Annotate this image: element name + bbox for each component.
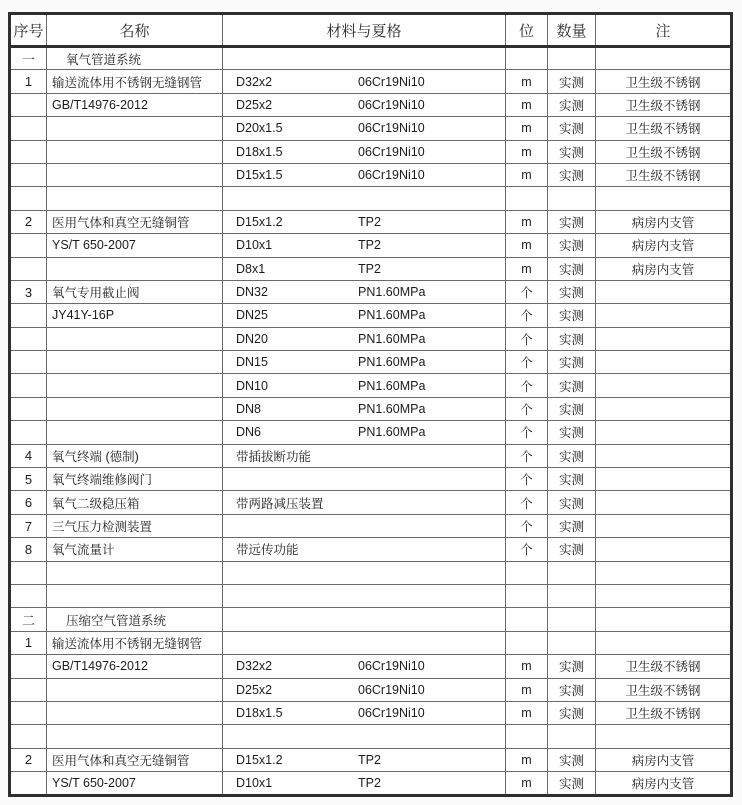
cell-serial: 1 (10, 631, 47, 654)
cell-quantity: 实测 (548, 280, 596, 303)
cell-note (596, 514, 732, 537)
cell-unit: m (506, 257, 548, 280)
cell-name: JY41Y-16P (47, 304, 223, 327)
cell-material-spec (223, 701, 506, 724)
table-row (10, 444, 732, 467)
cell-quantity: 实测 (548, 701, 596, 724)
cell-quantity (548, 725, 596, 748)
col-header-serial: 序号 (10, 14, 47, 47)
cell-serial (10, 772, 47, 795)
cell-material-spec (223, 280, 506, 303)
table-row (10, 397, 732, 420)
table-row (10, 421, 732, 444)
cell-note (596, 351, 732, 374)
cell-serial (10, 397, 47, 420)
cell-name: 氧气管道系统 (47, 47, 223, 70)
cell-quantity: 实测 (548, 210, 596, 233)
spec-size: 带两路减压装置 (236, 496, 324, 511)
col-header-quantity: 数量 (548, 14, 596, 47)
cell-unit: m (506, 93, 548, 116)
cell-unit (506, 47, 548, 70)
spec-size: D25x2 (236, 682, 273, 697)
spec-material: PN1.60MPa (358, 285, 426, 300)
cell-quantity: 实测 (548, 140, 596, 163)
spec-size: DN32 (236, 285, 268, 300)
cell-note: 卫生级不锈钢 (596, 117, 732, 140)
cell-material-spec (223, 561, 506, 584)
cell-serial (10, 93, 47, 116)
spec-material: 06Cr19Ni10 (358, 682, 425, 697)
cell-unit (506, 187, 548, 210)
cell-name: YS/T 650-2007 (47, 772, 223, 795)
cell-material-spec (223, 93, 506, 116)
cell-serial (10, 257, 47, 280)
cell-unit: 个 (506, 468, 548, 491)
spec-material: PN1.60MPa (358, 378, 426, 393)
cell-unit: m (506, 140, 548, 163)
spec-size: DN6 (236, 425, 262, 440)
cell-quantity: 实测 (548, 234, 596, 257)
cell-quantity: 实测 (548, 327, 596, 350)
material-spec-table (8, 12, 733, 797)
cell-unit: m (506, 678, 548, 701)
cell-quantity: 实测 (548, 748, 596, 771)
cell-material-spec (223, 374, 506, 397)
cell-unit: m (506, 748, 548, 771)
cell-material-spec (223, 234, 506, 257)
cell-serial (10, 327, 47, 350)
table-row (10, 70, 732, 93)
cell-quantity: 实测 (548, 678, 596, 701)
cell-name: 医用气体和真空无缝铜管 (47, 210, 223, 233)
spec-size: DN8 (236, 402, 262, 417)
cell-serial (10, 234, 47, 257)
cell-note: 卫生级不锈钢 (596, 93, 732, 116)
cell-name (47, 140, 223, 163)
spec-material: PN1.60MPa (358, 425, 426, 440)
cell-unit (506, 584, 548, 607)
cell-name (47, 584, 223, 607)
cell-serial (10, 678, 47, 701)
cell-note: 病房内支管 (596, 257, 732, 280)
cell-name: 氧气二级稳压箱 (47, 491, 223, 514)
cell-serial: 一 (10, 47, 47, 70)
cell-name: GB/T14976-2012 (47, 93, 223, 116)
cell-note: 卫生级不锈钢 (596, 655, 732, 678)
table-row (10, 608, 732, 631)
cell-material-spec (223, 257, 506, 280)
cell-serial (10, 584, 47, 607)
spec-material: PN1.60MPa (358, 355, 426, 370)
spec-material: TP2 (358, 238, 381, 253)
table-row (10, 514, 732, 537)
cell-name (47, 327, 223, 350)
cell-name (47, 163, 223, 186)
spec-material: 06Cr19Ni10 (358, 121, 425, 136)
cell-name (47, 397, 223, 420)
header-row (10, 14, 732, 47)
cell-serial (10, 304, 47, 327)
cell-unit: 个 (506, 304, 548, 327)
cell-unit: 个 (506, 327, 548, 350)
cell-serial: 6 (10, 491, 47, 514)
cell-name (47, 701, 223, 724)
cell-quantity: 实测 (548, 93, 596, 116)
cell-serial: 2 (10, 748, 47, 771)
table-row (10, 631, 732, 654)
col-header-unit: 位 (506, 14, 548, 47)
table-row (10, 748, 732, 771)
cell-serial (10, 655, 47, 678)
cell-material-spec (223, 47, 506, 70)
cell-name: 医用气体和真空无缝铜管 (47, 748, 223, 771)
cell-name (47, 257, 223, 280)
cell-unit (506, 631, 548, 654)
cell-unit: 个 (506, 421, 548, 444)
cell-unit: m (506, 655, 548, 678)
cell-serial: 8 (10, 538, 47, 561)
table-row (10, 163, 732, 186)
table-row (10, 772, 732, 795)
cell-unit: 个 (506, 514, 548, 537)
cell-material-spec (223, 351, 506, 374)
cell-material-spec (223, 327, 506, 350)
cell-material-spec (223, 140, 506, 163)
cell-note (596, 187, 732, 210)
cell-quantity: 实测 (548, 257, 596, 280)
spec-material: PN1.60MPa (358, 402, 426, 417)
cell-material-spec (223, 584, 506, 607)
cell-quantity: 实测 (548, 374, 596, 397)
table-row (10, 234, 732, 257)
cell-note (596, 374, 732, 397)
cell-material-spec (223, 748, 506, 771)
table-row (10, 584, 732, 607)
spec-size: DN25 (236, 308, 268, 323)
cell-note (596, 444, 732, 467)
cell-quantity: 实测 (548, 538, 596, 561)
cell-material-spec (223, 655, 506, 678)
cell-serial: 1 (10, 70, 47, 93)
table-row (10, 140, 732, 163)
table-row (10, 327, 732, 350)
spec-table-body (10, 47, 732, 796)
cell-serial: 7 (10, 514, 47, 537)
cell-quantity: 实测 (548, 117, 596, 140)
table-row (10, 655, 732, 678)
cell-note (596, 538, 732, 561)
col-header-name: 名称 (47, 14, 223, 47)
cell-quantity: 实测 (548, 70, 596, 93)
spec-size: D10x1 (236, 775, 273, 790)
cell-serial (10, 725, 47, 748)
cell-name: 输送流体用不锈钢无缝钢管 (47, 631, 223, 654)
cell-name (47, 421, 223, 444)
cell-quantity: 实测 (548, 655, 596, 678)
cell-quantity: 实测 (548, 514, 596, 537)
cell-material-spec (223, 304, 506, 327)
cell-unit: 个 (506, 491, 548, 514)
cell-note: 卫生级不锈钢 (596, 70, 732, 93)
spec-material: 06Cr19Ni10 (358, 168, 425, 183)
cell-serial: 3 (10, 280, 47, 303)
cell-note (596, 304, 732, 327)
cell-unit (506, 608, 548, 631)
cell-name: YS/T 650-2007 (47, 234, 223, 257)
table-row (10, 117, 732, 140)
spec-size: D32x2 (236, 74, 273, 89)
cell-note: 卫生级不锈钢 (596, 701, 732, 724)
cell-material-spec (223, 397, 506, 420)
cell-name: 输送流体用不锈钢无缝钢管 (47, 70, 223, 93)
cell-note: 病房内支管 (596, 234, 732, 257)
cell-material-spec (223, 210, 506, 233)
table-row (10, 210, 732, 233)
cell-quantity: 实测 (548, 351, 596, 374)
table-row (10, 47, 732, 70)
cell-material-spec (223, 421, 506, 444)
cell-note: 卫生级不锈钢 (596, 678, 732, 701)
cell-name (47, 374, 223, 397)
spec-size: 带插拔断功能 (236, 449, 312, 464)
spec-size: DN10 (236, 378, 268, 393)
spec-size: D8x1 (236, 261, 266, 276)
cell-quantity (548, 561, 596, 584)
spec-material: PN1.60MPa (358, 331, 426, 346)
cell-serial (10, 351, 47, 374)
cell-quantity (548, 631, 596, 654)
cell-unit: m (506, 70, 548, 93)
cell-quantity (548, 584, 596, 607)
table-row (10, 561, 732, 584)
cell-note (596, 327, 732, 350)
cell-name: 三气压力检测装置 (47, 514, 223, 537)
cell-note: 病房内支管 (596, 772, 732, 795)
col-header-material-spec: 材料与夏格 (223, 14, 506, 47)
cell-note (596, 491, 732, 514)
table-row (10, 701, 732, 724)
cell-name (47, 351, 223, 374)
spec-size: D15x1.2 (236, 214, 283, 229)
cell-name: GB/T14976-2012 (47, 655, 223, 678)
table-row (10, 93, 732, 116)
table-row (10, 491, 732, 514)
cell-name: 氧气终端 (德制) (47, 444, 223, 467)
cell-note (596, 608, 732, 631)
table-row (10, 187, 732, 210)
cell-material-spec (223, 631, 506, 654)
spec-material: 06Cr19Ni10 (358, 74, 425, 89)
spec-size: 带远传功能 (236, 543, 299, 558)
cell-name: 氧气流量计 (47, 538, 223, 561)
cell-material-spec (223, 468, 506, 491)
cell-serial: 二 (10, 608, 47, 631)
table-row (10, 678, 732, 701)
table-row (10, 538, 732, 561)
cell-unit (506, 561, 548, 584)
cell-note (596, 468, 732, 491)
cell-material-spec (223, 678, 506, 701)
cell-quantity (548, 47, 596, 70)
cell-serial (10, 561, 47, 584)
cell-note (596, 421, 732, 444)
table-row (10, 725, 732, 748)
cell-unit: 个 (506, 374, 548, 397)
cell-serial (10, 163, 47, 186)
cell-note: 卫生级不锈钢 (596, 140, 732, 163)
cell-material-spec (223, 117, 506, 140)
cell-unit: 个 (506, 397, 548, 420)
cell-note (596, 631, 732, 654)
cell-quantity: 实测 (548, 468, 596, 491)
cell-quantity (548, 608, 596, 631)
cell-material-spec (223, 772, 506, 795)
spec-size: D18x1.5 (236, 706, 283, 721)
cell-material-spec (223, 491, 506, 514)
cell-quantity: 实测 (548, 444, 596, 467)
cell-quantity: 实测 (548, 163, 596, 186)
cell-material-spec (223, 725, 506, 748)
cell-quantity: 实测 (548, 397, 596, 420)
cell-material-spec (223, 514, 506, 537)
cell-material-spec (223, 538, 506, 561)
cell-note (596, 47, 732, 70)
cell-unit: m (506, 117, 548, 140)
cell-note (596, 561, 732, 584)
cell-note (596, 584, 732, 607)
cell-serial (10, 701, 47, 724)
cell-unit: m (506, 701, 548, 724)
table-row (10, 257, 732, 280)
spec-size: DN15 (236, 355, 268, 370)
spec-size: D15x1.2 (236, 752, 283, 767)
spec-material: TP2 (358, 214, 381, 229)
cell-unit (506, 725, 548, 748)
table-row (10, 374, 732, 397)
cell-material-spec (223, 163, 506, 186)
spec-size: D32x2 (236, 659, 273, 674)
spec-material: TP2 (358, 775, 381, 790)
cell-unit: m (506, 234, 548, 257)
spec-material: TP2 (358, 261, 381, 276)
cell-name: 氧气专用截止阀 (47, 280, 223, 303)
col-header-note: 注 (596, 14, 732, 47)
cell-note: 病房内支管 (596, 748, 732, 771)
cell-serial (10, 374, 47, 397)
cell-unit: 个 (506, 444, 548, 467)
cell-serial (10, 187, 47, 210)
cell-quantity: 实测 (548, 421, 596, 444)
spec-material: PN1.60MPa (358, 308, 426, 323)
cell-note (596, 725, 732, 748)
spec-material: 06Cr19Ni10 (358, 706, 425, 721)
spec-size: D15x1.5 (236, 168, 283, 183)
cell-note: 病房内支管 (596, 210, 732, 233)
spec-size: D25x2 (236, 97, 273, 112)
cell-name (47, 725, 223, 748)
table-row (10, 280, 732, 303)
spec-material: 06Cr19Ni10 (358, 97, 425, 112)
spec-size: D20x1.5 (236, 121, 283, 136)
cell-material-spec (223, 444, 506, 467)
cell-name: 氧气终端维修阀门 (47, 468, 223, 491)
cell-note (596, 397, 732, 420)
cell-quantity: 实测 (548, 491, 596, 514)
spec-material: 06Cr19Ni10 (358, 144, 425, 159)
cell-serial: 2 (10, 210, 47, 233)
table-row (10, 468, 732, 491)
spec-size: D10x1 (236, 238, 273, 253)
table-row (10, 304, 732, 327)
cell-unit: 个 (506, 280, 548, 303)
cell-serial (10, 117, 47, 140)
cell-name (47, 187, 223, 210)
spec-size: DN20 (236, 331, 268, 346)
cell-quantity: 实测 (548, 304, 596, 327)
cell-note (596, 280, 732, 303)
spec-material: 06Cr19Ni10 (358, 659, 425, 674)
cell-name (47, 561, 223, 584)
cell-material-spec (223, 608, 506, 631)
cell-serial (10, 140, 47, 163)
cell-unit: m (506, 772, 548, 795)
spec-size: D18x1.5 (236, 144, 283, 159)
cell-serial: 4 (10, 444, 47, 467)
cell-serial: 5 (10, 468, 47, 491)
cell-unit: m (506, 163, 548, 186)
cell-unit: 个 (506, 538, 548, 561)
cell-unit: 个 (506, 351, 548, 374)
cell-material-spec (223, 70, 506, 93)
cell-unit: m (506, 210, 548, 233)
cell-name (47, 678, 223, 701)
spec-material: TP2 (358, 752, 381, 767)
table-row (10, 351, 732, 374)
cell-name (47, 117, 223, 140)
cell-quantity: 实测 (548, 772, 596, 795)
cell-material-spec (223, 187, 506, 210)
cell-note: 卫生级不锈钢 (596, 163, 732, 186)
cell-quantity (548, 187, 596, 210)
cell-name: 压缩空气管道系统 (47, 608, 223, 631)
cell-serial (10, 421, 47, 444)
